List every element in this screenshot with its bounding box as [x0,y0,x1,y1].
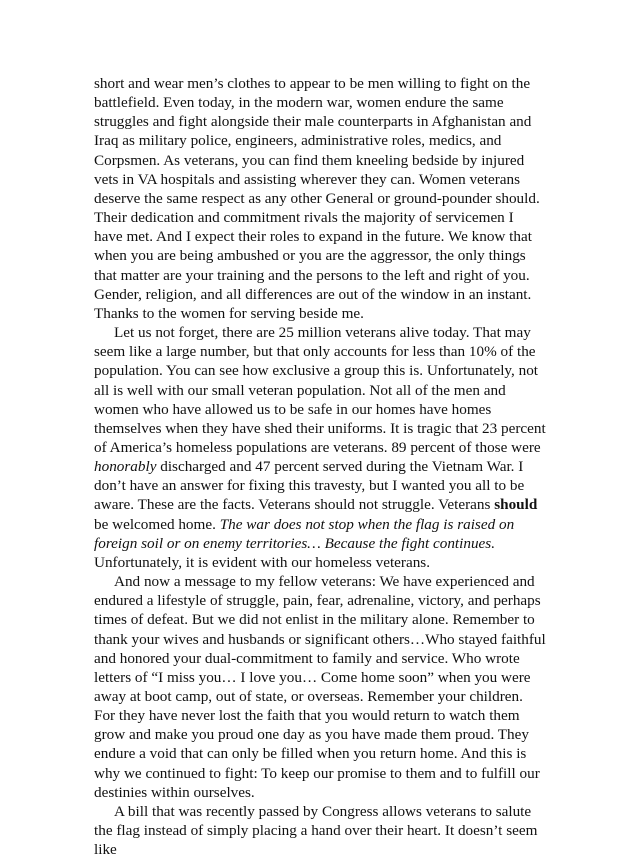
paragraph-text: Let us not forget, there are 25 million veterans alive today. That may seem like a large number, but that only accounts for less than 10% of the population. You can see how exclusive a group this is. Unfortunately, not all is well with our small veteran population. Not all of the men and women who have allowed us to be safe in our homes have homes themselves when they have shed their uniforms. It is tragic that 23 percent of America’s homeless populations are veterans. 89 percent of those were [94,324,546,456]
paragraph-text: discharged and 47 percent served during the Vietnam War. I don’t have an answer for fixing this travesty, but I wanted you all to be aware. These are the facts. Veterans should not struggle. Veterans [94,458,525,514]
emphasis-honorably: honorably [94,458,157,476]
paragraph-women-veterans [94,74,546,323]
paragraph-text: be welcomed home. [94,515,220,533]
emphasis-should: should [494,496,538,514]
paragraph-text: And now a message to my fellow veterans: We have experienced and endured a lifestyle of struggle, pain, fear, adrenaline, victory, and perhaps times of defeat. But we did not enlist in the military alone. Remember to thank your wives and husbands or significant others…Who stayed faithful and honored your dual-commitment to family and service. Who wrote letters of “I miss you… I love you… Come home soon” when you were away at boot camp, out of state, or overseas. Remember your children. For they have never lost the faith that you would return to watch them grow and make you proud one day as you have made them proud. They endure a void that can only be filled when you return home. And this is why we continued to fight: To keep our promise to them and to fulfill our destinies within ourselves. [94,573,546,801]
paragraph-homeless-veterans [94,323,546,572]
paragraph-salute-bill [94,802,546,859]
paragraph-text: Unfortunately, it is evident with our homeless veterans. [94,553,431,571]
emphasis-quote: The war does not stop when the flag is raised on foreign soil or on enemy territories… Because the fight continues. [94,515,515,552]
document-page [94,74,546,859]
paragraph-message-to-veterans [94,572,546,802]
paragraph-text: A bill that was recently passed by Congress allows veterans to salute the flag instead of simply placing a hand over their heart. It doesn’t seem like [94,802,538,859]
paragraph-text: short and wear men’s clothes to appear to be men willing to fight on the battlefield. Even today, in the modern war, women endure the same struggles and fight alongside their male counterparts in Afghanistan and Iraq as military police, engineers, administrative roles, medics, and Corpsmen. As veterans, you can find them kneeling bedside by injured vets in VA hospitals and assisting wherever they can. Women veterans deserve the same respect as any other General or ground-pounder should. Their dedication and commitment rivals the majority of servicemen I have met. And I expect their roles to expand in the future. We know that when you are being ambushed or you are the aggressor, the only things that matter are your training and the persons to the left and right of you. Gender, religion, and all differences are out of the window in an instant. Thanks to the women for serving beside me. [94,75,540,322]
